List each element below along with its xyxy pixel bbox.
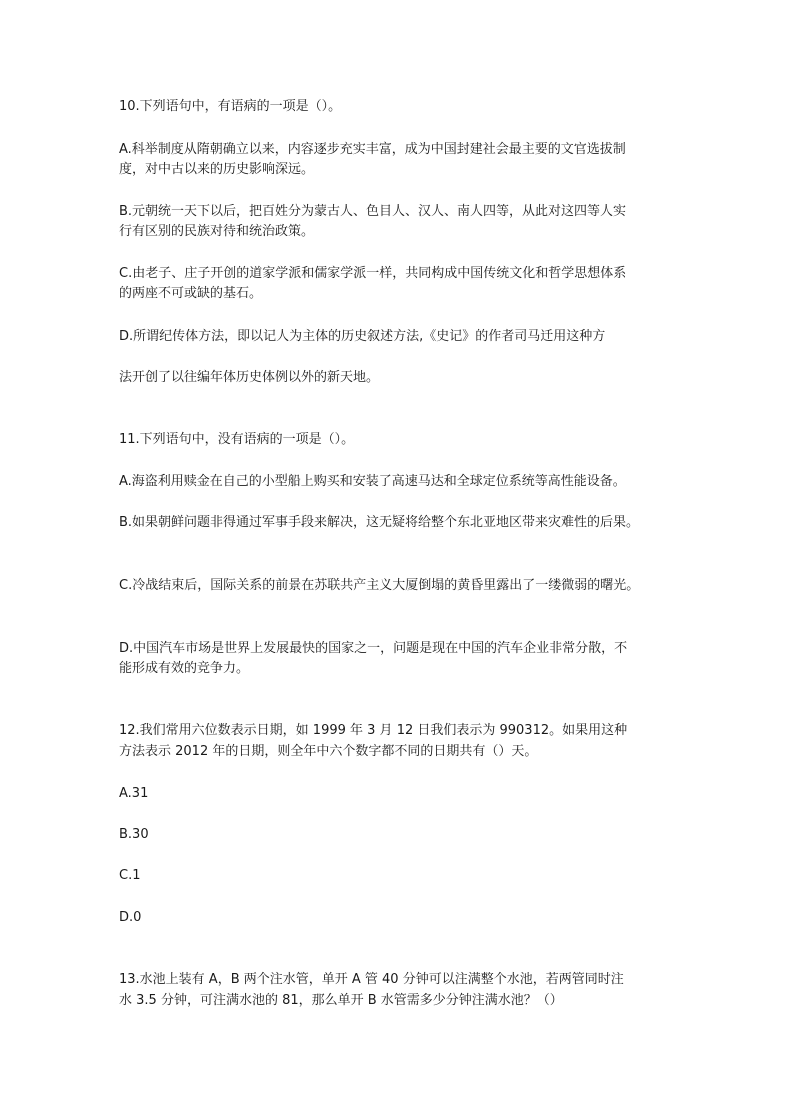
q11-option-c: C.冷战结束后，国际关系的前景在苏联共产主义大厦倒塌的黄昏里露出了一缕微弱的曙光。 (119, 578, 640, 593)
q10-option-b-line2: 行有区别的民族对待和统治政策。 (119, 224, 315, 239)
q10-option-c-line2: 的两座不可或缺的基石。 (119, 286, 263, 301)
q10-option-d-line1: D.所谓纪传体方法，即以记人为主体的历史叙述方法,《史记》的作者司马迁用这种方 (119, 329, 606, 344)
q11-option-d-line2: 能形成有效的竞争力。 (119, 661, 250, 676)
q12-option-c: C.1 (119, 868, 141, 883)
q12-option-d: D.0 (119, 910, 142, 925)
q12-option-a: A.31 (119, 786, 149, 801)
q11-option-d-line1: D.中国汽车市场是世界上发展最快的国家之一，问题是现在中国的汽车企业非常分散，不 (119, 641, 628, 656)
q10-option-c-line1: C.由老子、庄子开创的道家学派和儒家学派一样，共同构成中国传统文化和哲学思想体系 (119, 266, 627, 281)
q11-option-b: B.如果朝鲜问题非得通过军事手段来解决，这无疑将给整个东北亚地区带来灾难性的后果。 (119, 515, 640, 530)
q13-stem-line2: 水 3.5 分钟，可注满水池的 81，那么单开 B 水管需多少分钟注满水池？（） (119, 993, 563, 1008)
q13-stem-line1: 13.水池上装有 A，B 两个注水管，单开 A 管 40 分钟可以注满整个水池，若两管同时注 (119, 972, 624, 987)
q11-stem: 11.下列语句中，没有语病的一项是（）。 (119, 432, 355, 447)
q10-option-a-line2: 度，对中古以来的历史影响深远。 (119, 162, 315, 177)
q12-option-b: B.30 (119, 827, 149, 842)
q10-option-a-line1: A.科举制度从隋朝确立以来，内容逐步充实丰富，成为中国封建社会最主要的文官选拔制 (119, 142, 626, 157)
q12-stem-line2: 方法表示 2012 年的日期，则全年中六个数字都不同的日期共有（）天。 (119, 744, 538, 759)
q10-stem: 10.下列语句中，有语病的一项是（）。 (119, 99, 342, 114)
q11-option-a: A.海盗利用赎金在自己的小型船上购买和安装了高速马达和全球定位系统等高性能设备。 (119, 474, 626, 489)
q10-option-d-line2: 法开创了以往编年体历史体例以外的新天地。 (119, 370, 380, 385)
q12-stem-line1: 12.我们常用六位数表示日期，如 1999 年 3 月 12 日我们表示为 990312。如果用这种 (119, 723, 628, 738)
q10-option-b-line1: B.元朝统一天下以后，把百姓分为蒙古人、色目人、汉人、南人四等，从此对这四等人实 (119, 204, 627, 219)
